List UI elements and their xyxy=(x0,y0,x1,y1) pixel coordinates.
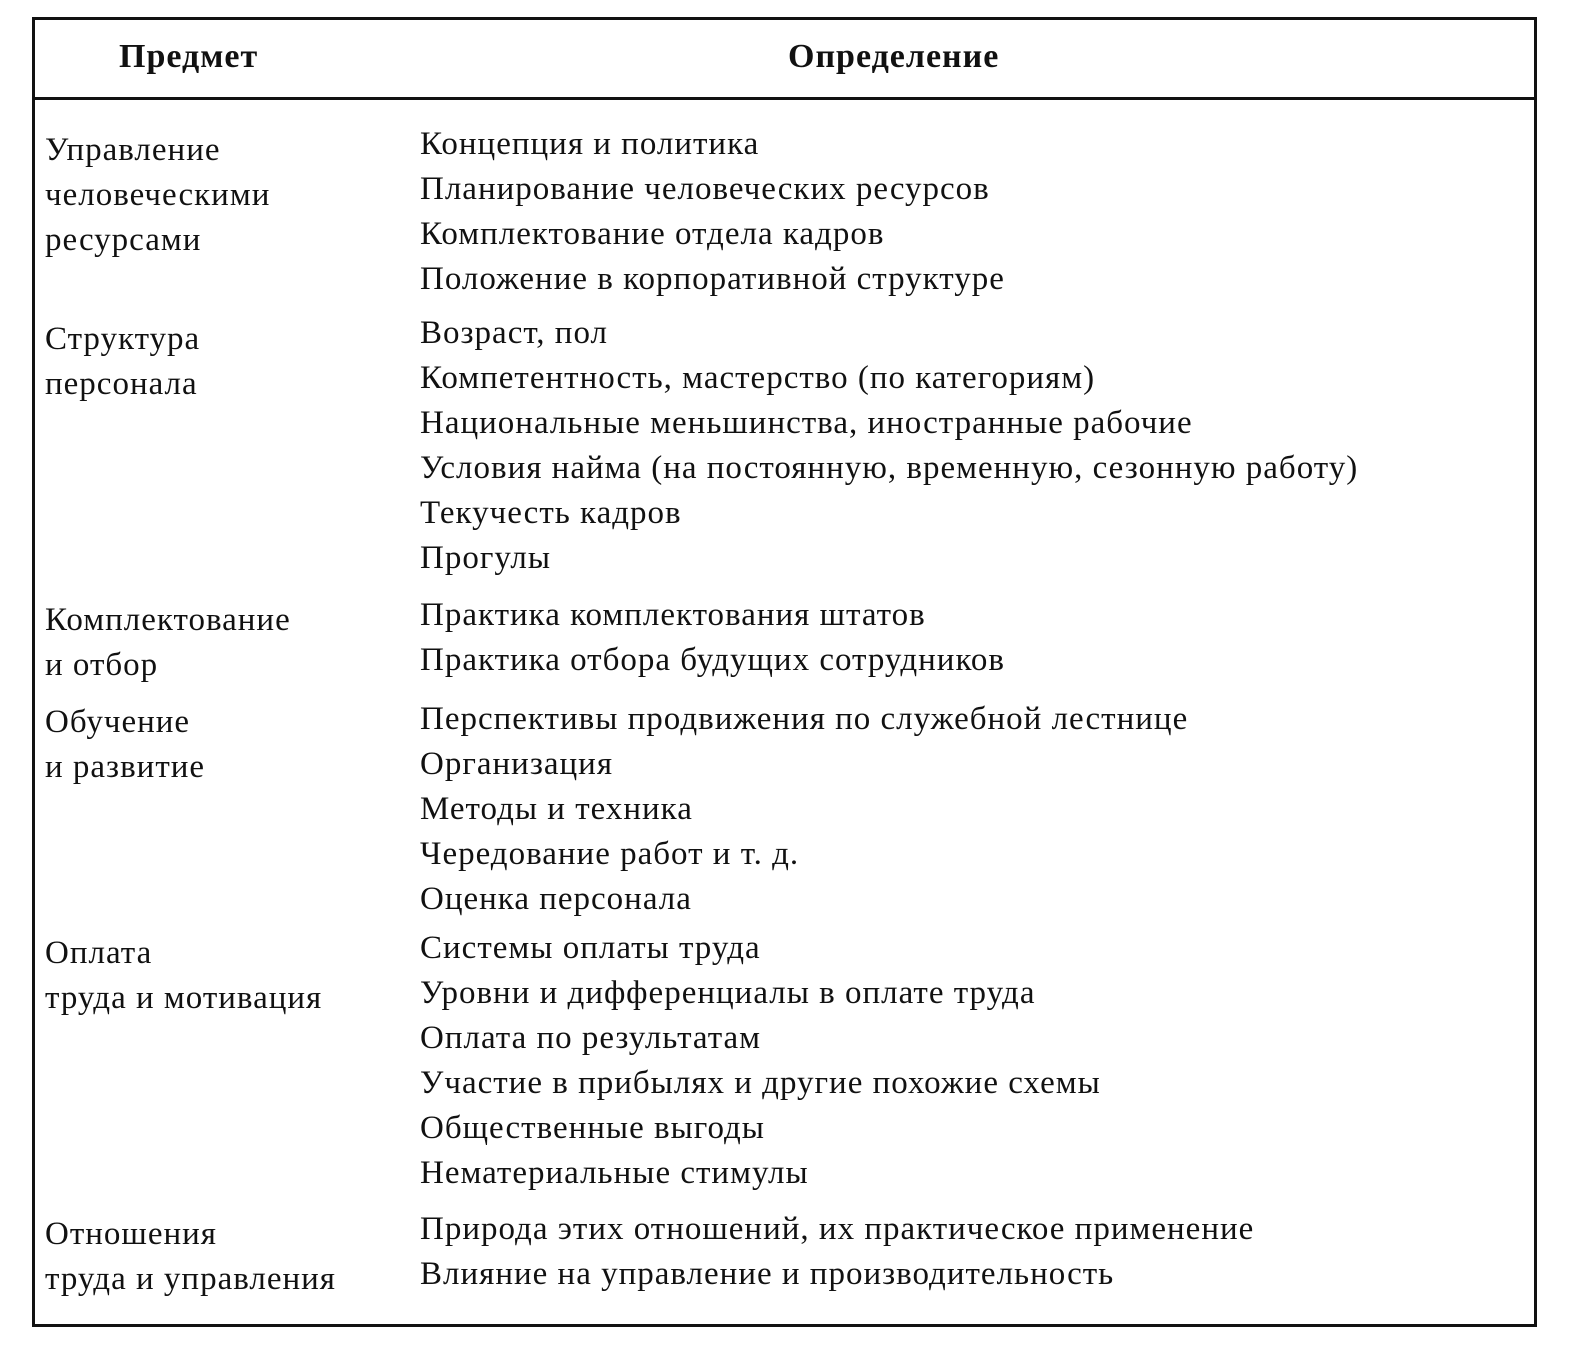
definition-item: Комплектование отдела кадров xyxy=(420,216,885,252)
subject-line: и отбор xyxy=(45,647,159,683)
definition-item: Методы и техника xyxy=(420,791,693,827)
subject-line: Комплектование xyxy=(45,602,291,638)
definition-cell xyxy=(420,1207,1254,1297)
subject-line: Обучение xyxy=(45,704,191,740)
subject-line: человеческими xyxy=(45,177,271,213)
definition-cell xyxy=(420,926,1101,1196)
definition-item: Текучесть кадров xyxy=(420,495,682,531)
definition-item: Прогулы xyxy=(420,540,552,576)
subject-cell xyxy=(45,1212,405,1302)
subject-line: Отношения xyxy=(45,1216,217,1252)
definition-item: Организация xyxy=(420,746,614,782)
definition-item: Общественные выгоды xyxy=(420,1110,765,1146)
definition-item: Участие в прибылях и другие похожие схемы xyxy=(420,1065,1101,1101)
definition-item: Природа этих отношений, их практическое применение xyxy=(420,1211,1255,1247)
subject-cell xyxy=(45,598,405,688)
definition-item: Влияние на управление и производительность xyxy=(420,1256,1115,1292)
definition-item: Нематериальные стимулы xyxy=(420,1155,809,1191)
subject-line: и развитие xyxy=(45,749,206,785)
header-definition: Определение xyxy=(788,38,1000,75)
subject-cell xyxy=(45,700,405,790)
subject-cell xyxy=(45,317,405,407)
definition-cell xyxy=(420,122,1005,302)
definition-cell xyxy=(420,697,1188,922)
table-header xyxy=(35,20,1534,100)
subject-cell xyxy=(45,128,405,263)
definition-item: Оплата по результатам xyxy=(420,1020,762,1056)
subject-line: труда и управления xyxy=(45,1261,336,1297)
definition-item: Положение в корпоративной структуре xyxy=(420,261,1005,297)
definition-item: Чередование работ и т. д. xyxy=(420,836,800,872)
subject-line: Структура xyxy=(45,321,201,357)
subject-line: персонала xyxy=(45,366,198,402)
subject-line: Управление xyxy=(45,132,221,168)
definition-item: Уровни и дифференциалы в оплате труда xyxy=(420,975,1036,1011)
definition-item: Перспективы продвижения по служебной лестнице xyxy=(420,701,1189,737)
hr-topics-table xyxy=(32,17,1537,1327)
definition-item: Практика комплектования штатов xyxy=(420,597,926,633)
definition-cell xyxy=(420,593,1005,683)
subject-cell xyxy=(45,931,405,1021)
definition-item: Компетентность, мастерство (по категориям) xyxy=(420,360,1096,396)
subject-line: труда и мотивация xyxy=(45,980,323,1016)
definition-item: Возраст, пол xyxy=(420,315,608,351)
definition-item: Национальные меньшинства, иностранные рабочие xyxy=(420,405,1193,441)
definition-item: Планирование человеческих ресурсов xyxy=(420,171,990,207)
definition-item: Условия найма (на постоянную, временную, сезонную работу) xyxy=(420,450,1359,486)
definition-item: Оценка персонала xyxy=(420,881,692,917)
subject-line: ресурсами xyxy=(45,222,202,258)
header-subject: Предмет xyxy=(119,38,259,75)
definition-cell xyxy=(420,311,1358,581)
definition-item: Концепция и политика xyxy=(420,126,760,162)
definition-item: Практика отбора будущих сотрудников xyxy=(420,642,1005,678)
definition-item: Системы оплаты труда xyxy=(420,930,761,966)
subject-line: Оплата xyxy=(45,935,153,971)
